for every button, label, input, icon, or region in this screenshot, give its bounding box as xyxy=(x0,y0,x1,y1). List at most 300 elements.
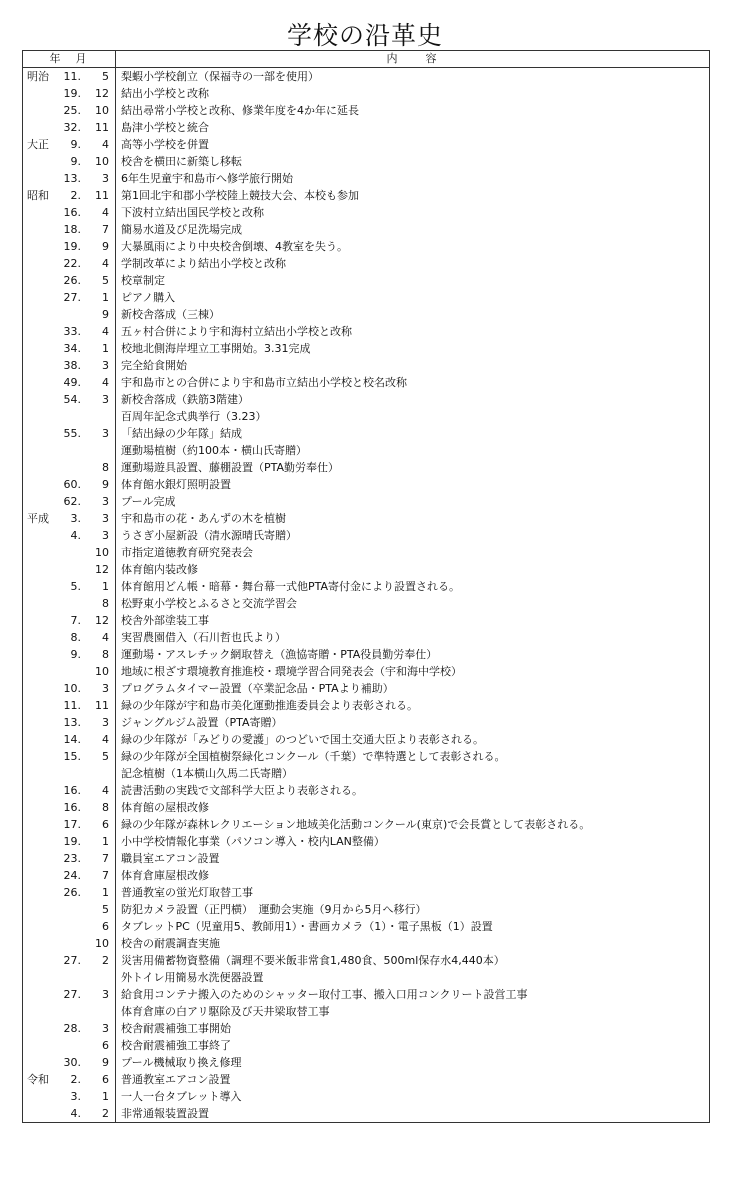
date-cell xyxy=(23,850,116,867)
era-text: 明治 xyxy=(27,70,49,83)
content-cell: タブレットPC（児童用5、教師用1）・書画カメラ（1）・電子黒板（1）設置 xyxy=(116,918,710,935)
table-row xyxy=(23,68,710,86)
month-text: 1 xyxy=(102,835,109,848)
date-cell xyxy=(23,646,116,663)
content-cell: 校舎外部塗装工事 xyxy=(116,612,710,629)
date-cell xyxy=(23,340,116,357)
month-text: 4 xyxy=(102,138,109,151)
month-text: 10 xyxy=(95,546,109,559)
table-row xyxy=(23,714,710,731)
content-cell: 簡易水道及び足洗場完成 xyxy=(116,221,710,238)
month-text: 3 xyxy=(102,988,109,1001)
content-cell: 体育館内装改修 xyxy=(116,561,710,578)
month-text: 3 xyxy=(102,716,109,729)
content-cell: 体育館水銀灯照明設置 xyxy=(116,476,710,493)
table-row xyxy=(23,1037,710,1054)
year-text: 7. xyxy=(70,614,81,627)
month-text: 4 xyxy=(102,257,109,270)
year-text: 16. xyxy=(63,206,81,219)
date-cell xyxy=(23,153,116,170)
content-cell: 松野東小学校とふるさと交流学習会 xyxy=(116,595,710,612)
month-text: 11 xyxy=(95,699,109,712)
year-text: 27. xyxy=(63,291,81,304)
table-row xyxy=(23,306,710,323)
table-row xyxy=(23,272,710,289)
month-text: 4 xyxy=(102,325,109,338)
month-text: 10 xyxy=(95,104,109,117)
content-cell: 災害用備蓄物資整備（調理不要米飯非常食1,480食、500ml保存水4,440本） xyxy=(116,952,710,969)
year-text: 34. xyxy=(63,342,81,355)
date-cell xyxy=(23,204,116,221)
month-text: 10 xyxy=(95,665,109,678)
date-cell xyxy=(23,816,116,833)
content-cell: 大暴風雨により中央校舎倒壊、4教室を失う。 xyxy=(116,238,710,255)
table-row xyxy=(23,170,710,187)
table-row xyxy=(23,102,710,119)
table-row xyxy=(23,527,710,544)
month-text: 7 xyxy=(102,223,109,236)
month-text: 1 xyxy=(102,580,109,593)
month-text: 12 xyxy=(95,87,109,100)
date-cell xyxy=(23,918,116,935)
content-cell: 普通教室の蛍光灯取替工事 xyxy=(116,884,710,901)
table-row xyxy=(23,1054,710,1071)
table-row xyxy=(23,1003,710,1020)
year-text: 8. xyxy=(70,631,81,644)
table-row xyxy=(23,1071,710,1088)
table-row xyxy=(23,952,710,969)
date-cell xyxy=(23,1020,116,1037)
month-text: 3 xyxy=(102,529,109,542)
year-text: 16. xyxy=(63,784,81,797)
content-cell: 防犯カメラ設置（正門横） 運動会実施（9月から5月へ移行） xyxy=(116,901,710,918)
date-cell xyxy=(23,357,116,374)
month-text: 4 xyxy=(102,784,109,797)
content-cell: 緑の少年隊が森林レクリエーション地域美化活動コンクール(東京)で会長賞として表彰される。 xyxy=(116,816,710,833)
table-row xyxy=(23,595,710,612)
date-cell xyxy=(23,102,116,119)
date-cell xyxy=(23,714,116,731)
date-cell xyxy=(23,408,116,425)
month-text: 1 xyxy=(102,342,109,355)
date-cell xyxy=(23,459,116,476)
content-cell: 普通教室エアコン設置 xyxy=(116,1071,710,1088)
month-text: 9 xyxy=(102,1056,109,1069)
table-row xyxy=(23,374,710,391)
table-row xyxy=(23,901,710,918)
date-cell xyxy=(23,680,116,697)
table-row xyxy=(23,867,710,884)
content-cell: 結出小学校と改称 xyxy=(116,85,710,102)
year-text: 27. xyxy=(63,988,81,1001)
content-cell: 体育館用どん帳・暗幕・舞台幕一式他PTA寄付金により設置される。 xyxy=(116,578,710,595)
year-text: 49. xyxy=(63,376,81,389)
month-text: 3 xyxy=(102,393,109,406)
history-table xyxy=(22,50,710,1123)
date-cell xyxy=(23,238,116,255)
year-text: 18. xyxy=(63,223,81,236)
month-text: 10 xyxy=(95,937,109,950)
year-text: 19. xyxy=(63,835,81,848)
date-cell xyxy=(23,884,116,901)
month-text: 12 xyxy=(95,563,109,576)
date-cell xyxy=(23,289,116,306)
table-row xyxy=(23,425,710,442)
year-text: 26. xyxy=(63,886,81,899)
month-text: 3 xyxy=(102,495,109,508)
content-cell: 「結出緑の少年隊」結成 xyxy=(116,425,710,442)
year-text: 4. xyxy=(70,529,81,542)
year-text: 4. xyxy=(70,1107,81,1120)
table-row xyxy=(23,408,710,425)
month-text: 3 xyxy=(102,512,109,525)
year-text: 27. xyxy=(63,954,81,967)
date-cell xyxy=(23,578,116,595)
year-text: 16. xyxy=(63,801,81,814)
month-text: 4 xyxy=(102,631,109,644)
table-row xyxy=(23,884,710,901)
table-row xyxy=(23,1088,710,1105)
year-text: 28. xyxy=(63,1022,81,1035)
content-cell: 給食用コンテナ搬入のためのシャッター取付工事、搬入口用コンクリート設営工事 xyxy=(116,986,710,1003)
date-cell xyxy=(23,1003,116,1020)
month-text: 1 xyxy=(102,886,109,899)
table-header-row xyxy=(23,51,710,68)
content-cell: 6年生児童宇和島市へ修学旅行開始 xyxy=(116,170,710,187)
month-text: 9 xyxy=(102,240,109,253)
content-cell: プール機械取り換え修理 xyxy=(116,1054,710,1071)
content-cell: ピアノ購入 xyxy=(116,289,710,306)
table-body xyxy=(23,68,710,1123)
table-row xyxy=(23,391,710,408)
date-cell xyxy=(23,391,116,408)
date-cell xyxy=(23,663,116,680)
content-cell: 宇和島市との合併により宇和島市立結出小学校と校名改称 xyxy=(116,374,710,391)
table-row xyxy=(23,85,710,102)
date-cell xyxy=(23,255,116,272)
content-cell: 運動場・アスレチック網取替え（漁協寄贈・PTA役員勤労奉仕） xyxy=(116,646,710,663)
content-cell: 体育倉庫の白アリ駆除及び天井梁取替工事 xyxy=(116,1003,710,1020)
date-cell xyxy=(23,952,116,969)
year-text: 22. xyxy=(63,257,81,270)
content-cell: ジャングルジム設置（PTA寄贈） xyxy=(116,714,710,731)
table-row xyxy=(23,748,710,765)
content-cell: 島津小学校と統合 xyxy=(116,119,710,136)
content-cell: 梨蝦小学校創立（保福寺の一部を使用） xyxy=(116,68,710,86)
year-text: 2. xyxy=(70,189,81,202)
year-text: 33. xyxy=(63,325,81,338)
date-cell xyxy=(23,119,116,136)
content-cell: 高等小学校を併置 xyxy=(116,136,710,153)
date-cell xyxy=(23,867,116,884)
content-cell: 外トイレ用簡易水洗便器設置 xyxy=(116,969,710,986)
month-text: 1 xyxy=(102,1090,109,1103)
date-cell xyxy=(23,1071,116,1088)
content-cell: 読書活動の実践で文部科学大臣より表彰される。 xyxy=(116,782,710,799)
content-cell: 校舎耐震補強工事終了 xyxy=(116,1037,710,1054)
date-cell xyxy=(23,221,116,238)
table-row xyxy=(23,340,710,357)
year-text: 9. xyxy=(70,648,81,661)
content-cell: 運動場植樹（約100本・横山氏寄贈） xyxy=(116,442,710,459)
content-cell: 新校舎落成（三棟） xyxy=(116,306,710,323)
date-cell xyxy=(23,935,116,952)
date-cell xyxy=(23,629,116,646)
content-cell: 結出尋常小学校と改称、修業年度を4か年に延長 xyxy=(116,102,710,119)
table-row xyxy=(23,918,710,935)
date-cell xyxy=(23,306,116,323)
content-cell: 校舎の耐震調査実施 xyxy=(116,935,710,952)
year-text: 10. xyxy=(63,682,81,695)
month-text: 6 xyxy=(102,1039,109,1052)
month-text: 3 xyxy=(102,172,109,185)
date-cell xyxy=(23,187,116,204)
content-cell: 緑の少年隊が全国植樹祭緑化コンクール（千葉）で準特選として表彰される。 xyxy=(116,748,710,765)
date-cell xyxy=(23,782,116,799)
month-text: 4 xyxy=(102,206,109,219)
year-text: 19. xyxy=(63,240,81,253)
year-text: 19. xyxy=(63,87,81,100)
date-cell xyxy=(23,272,116,289)
content-cell: 校舎を横田に新築し移転 xyxy=(116,153,710,170)
content-cell: 五ヶ村合併により宇和海村立結出小学校と改称 xyxy=(116,323,710,340)
content-cell: 実習農園借入（石川哲也氏より） xyxy=(116,629,710,646)
table-row xyxy=(23,187,710,204)
content-cell: うさぎ小屋新設（清水源晴氏寄贈） xyxy=(116,527,710,544)
date-cell xyxy=(23,136,116,153)
table-row xyxy=(23,493,710,510)
month-text: 5 xyxy=(102,750,109,763)
year-text: 9. xyxy=(70,138,81,151)
year-text: 62. xyxy=(63,495,81,508)
table-row xyxy=(23,119,710,136)
date-cell xyxy=(23,765,116,782)
era-text: 昭和 xyxy=(27,189,49,202)
month-text: 4 xyxy=(102,733,109,746)
table-row xyxy=(23,323,710,340)
date-cell xyxy=(23,833,116,850)
table-row xyxy=(23,680,710,697)
month-text: 3 xyxy=(102,359,109,372)
month-text: 2 xyxy=(102,1107,109,1120)
year-text: 13. xyxy=(63,716,81,729)
content-cell: 一人一台タブレット導入 xyxy=(116,1088,710,1105)
year-text: 2. xyxy=(70,1073,81,1086)
date-cell xyxy=(23,170,116,187)
year-text: 15. xyxy=(63,750,81,763)
table-row xyxy=(23,459,710,476)
date-cell xyxy=(23,1037,116,1054)
era-text: 大正 xyxy=(27,138,49,151)
page-title: 学校の沿革史 xyxy=(286,21,443,50)
content-cell: 校舎耐震補強工事開始 xyxy=(116,1020,710,1037)
content-cell: 第1回北宇和郡小学校陸上競技大会、本校も参加 xyxy=(116,187,710,204)
table-row xyxy=(23,255,710,272)
content-cell: 記念植樹（1本横山久馬二氏寄贈） xyxy=(116,765,710,782)
year-text: 3. xyxy=(70,512,81,525)
table-row xyxy=(23,731,710,748)
content-cell: 運動場遊具設置、藤棚設置（PTA勤労奉仕） xyxy=(116,459,710,476)
content-column-header: 内 容 xyxy=(116,51,710,68)
month-text: 3 xyxy=(102,1022,109,1035)
year-text: 11. xyxy=(63,70,81,83)
table-row xyxy=(23,612,710,629)
month-text: 11 xyxy=(95,121,109,134)
date-cell xyxy=(23,799,116,816)
table-row xyxy=(23,986,710,1003)
table-row xyxy=(23,765,710,782)
date-cell xyxy=(23,493,116,510)
table-row xyxy=(23,476,710,493)
date-cell xyxy=(23,748,116,765)
date-cell xyxy=(23,986,116,1003)
month-text: 1 xyxy=(102,291,109,304)
month-text: 12 xyxy=(95,614,109,627)
table-row xyxy=(23,1020,710,1037)
table-row xyxy=(23,136,710,153)
month-text: 6 xyxy=(102,818,109,831)
table-row xyxy=(23,442,710,459)
content-cell: 校章制定 xyxy=(116,272,710,289)
content-cell: 完全給食開始 xyxy=(116,357,710,374)
table-row xyxy=(23,289,710,306)
table-row xyxy=(23,850,710,867)
year-text: 17. xyxy=(63,818,81,831)
year-text: 14. xyxy=(63,733,81,746)
year-text: 55. xyxy=(63,427,81,440)
table-row xyxy=(23,153,710,170)
year-text: 25. xyxy=(63,104,81,117)
month-text: 8 xyxy=(102,801,109,814)
date-cell xyxy=(23,612,116,629)
year-text: 23. xyxy=(63,852,81,865)
date-cell xyxy=(23,969,116,986)
content-cell: 体育館の屋根改修 xyxy=(116,799,710,816)
table-row xyxy=(23,357,710,374)
month-text: 8 xyxy=(102,648,109,661)
table-row xyxy=(23,1105,710,1123)
content-cell: 新校舎落成（鉄筋3階建） xyxy=(116,391,710,408)
date-cell xyxy=(23,510,116,527)
year-text: 30. xyxy=(63,1056,81,1069)
date-cell xyxy=(23,323,116,340)
date-cell xyxy=(23,1088,116,1105)
content-cell: 緑の少年隊が「みどりの愛護」のつどいで国土交通大臣より表彰される。 xyxy=(116,731,710,748)
month-text: 11 xyxy=(95,189,109,202)
content-cell: 校地北側海岸埋立工事開始。3.31完成 xyxy=(116,340,710,357)
table-row xyxy=(23,578,710,595)
month-text: 9 xyxy=(102,478,109,491)
date-cell xyxy=(23,561,116,578)
date-cell xyxy=(23,374,116,391)
content-cell: 体育倉庫屋根改修 xyxy=(116,867,710,884)
date-cell xyxy=(23,595,116,612)
month-text: 6 xyxy=(102,920,109,933)
table-row xyxy=(23,935,710,952)
date-cell xyxy=(23,527,116,544)
month-text: 5 xyxy=(102,903,109,916)
date-cell xyxy=(23,544,116,561)
year-text: 26. xyxy=(63,274,81,287)
table-row xyxy=(23,816,710,833)
month-text: 3 xyxy=(102,427,109,440)
content-cell: 下波村立結出国民学校と改称 xyxy=(116,204,710,221)
year-text: 60. xyxy=(63,478,81,491)
table-row xyxy=(23,204,710,221)
date-cell xyxy=(23,442,116,459)
era-text: 令和 xyxy=(27,1073,49,1086)
content-cell: 小中学校情報化事業（パソコン導入・校内LAN整備） xyxy=(116,833,710,850)
date-cell xyxy=(23,697,116,714)
date-cell xyxy=(23,85,116,102)
content-cell: プログラムタイマー設置（卒業記念品・PTAより補助） xyxy=(116,680,710,697)
table-row xyxy=(23,561,710,578)
month-text: 5 xyxy=(102,274,109,287)
month-text: 3 xyxy=(102,682,109,695)
content-cell: 宇和島市の花・あんずの木を植樹 xyxy=(116,510,710,527)
year-text: 54. xyxy=(63,393,81,406)
date-cell xyxy=(23,476,116,493)
content-cell: 百周年記念式典挙行（3.23） xyxy=(116,408,710,425)
month-text: 4 xyxy=(102,376,109,389)
date-cell xyxy=(23,68,116,86)
year-text: 32. xyxy=(63,121,81,134)
month-text: 10 xyxy=(95,155,109,168)
content-cell: 緑の少年隊が宇和島市美化運動推進委員会より表彰される。 xyxy=(116,697,710,714)
table-row xyxy=(23,833,710,850)
table-row xyxy=(23,629,710,646)
month-text: 2 xyxy=(102,954,109,967)
date-column-header: 年 月 xyxy=(23,51,116,68)
month-text: 7 xyxy=(102,869,109,882)
date-cell xyxy=(23,1054,116,1071)
table-row xyxy=(23,969,710,986)
content-cell: 学制改革により結出小学校と改称 xyxy=(116,255,710,272)
table-row xyxy=(23,646,710,663)
year-text: 9. xyxy=(70,155,81,168)
month-text: 5 xyxy=(102,70,109,83)
era-text: 平成 xyxy=(27,512,49,525)
date-cell xyxy=(23,901,116,918)
month-text: 8 xyxy=(102,597,109,610)
date-cell xyxy=(23,425,116,442)
table-row xyxy=(23,799,710,816)
table-row xyxy=(23,544,710,561)
month-text: 6 xyxy=(102,1073,109,1086)
table-row xyxy=(23,782,710,799)
month-text: 9 xyxy=(102,308,109,321)
year-text: 24. xyxy=(63,869,81,882)
content-cell: 職員室エアコン設置 xyxy=(116,850,710,867)
table-row xyxy=(23,221,710,238)
date-cell xyxy=(23,731,116,748)
year-text: 11. xyxy=(63,699,81,712)
year-text: 38. xyxy=(63,359,81,372)
date-cell xyxy=(23,1105,116,1123)
content-cell: 非常通報装置設置 xyxy=(116,1105,710,1123)
table-row xyxy=(23,697,710,714)
content-cell: 地域に根ざす環境教育推進校・環境学習合同発表会（宇和海中学校） xyxy=(116,663,710,680)
month-text: 8 xyxy=(102,461,109,474)
month-text: 7 xyxy=(102,852,109,865)
table-row xyxy=(23,510,710,527)
content-cell: プール完成 xyxy=(116,493,710,510)
content-cell: 市指定道徳教育研究発表会 xyxy=(116,544,710,561)
year-text: 5. xyxy=(70,580,81,593)
year-text: 13. xyxy=(63,172,81,185)
year-text: 3. xyxy=(70,1090,81,1103)
table-row xyxy=(23,238,710,255)
